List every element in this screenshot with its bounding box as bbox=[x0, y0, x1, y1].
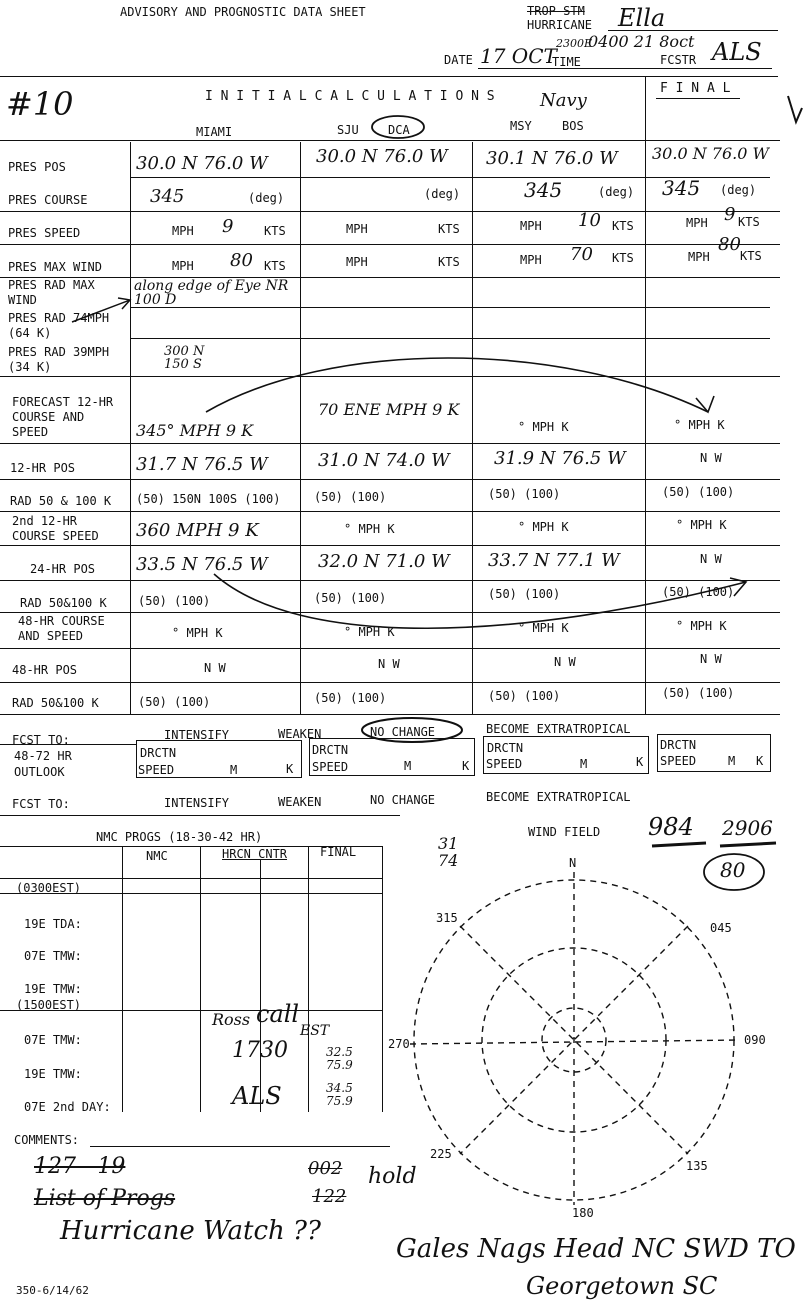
row-label-rad-50-100: RAD 50 & 100 K bbox=[10, 494, 112, 508]
comment-line-5: Georgetown SC bbox=[526, 1272, 718, 1300]
fcstr-value: ALS bbox=[712, 38, 762, 66]
nmc-row-07e-tmw: 07E TMW: bbox=[24, 949, 82, 963]
row-label-24hr-pos: 24-HR POS bbox=[30, 562, 96, 576]
extratropical-option-2: BECOME EXTRATROPICAL bbox=[486, 790, 631, 804]
row-label-pres-speed: PRES SPEED bbox=[8, 226, 81, 240]
sju-wind-kts: KTS bbox=[438, 255, 460, 269]
outlook-k-2: K bbox=[462, 759, 470, 773]
rad-arrow-icon bbox=[72, 298, 130, 322]
form-number: 350-6/14/62 bbox=[16, 1284, 89, 1297]
outlook-speed-2: SPEED bbox=[312, 760, 349, 774]
nmc-note-als: ALS bbox=[232, 1082, 282, 1110]
row-label-pres-max-wind: PRES MAX WIND bbox=[8, 260, 102, 274]
miami-12hr-course: 345° MPH 9 K bbox=[136, 421, 254, 440]
msy-wind-mph: MPH bbox=[520, 253, 542, 267]
msy-12hr-course: ° MPH K bbox=[518, 420, 569, 434]
nmc-row-0300: (0300EST) bbox=[16, 881, 82, 895]
final-12hr-course: ° MPH K bbox=[674, 418, 725, 432]
outlook-m-3: M bbox=[580, 757, 588, 771]
sju-rad-24: (50) (100) bbox=[314, 591, 387, 605]
outlook-label: 48-72 HR OUTLOOK bbox=[14, 749, 72, 779]
final-max-wind: 80 bbox=[718, 234, 741, 255]
center-dca: DCA bbox=[388, 123, 410, 137]
sju-pres-course-unit: (deg) bbox=[424, 187, 461, 201]
nmc-row-07e-tmw-2: 07E TMW: bbox=[24, 1033, 82, 1047]
wind-pressure: 984 bbox=[648, 813, 694, 841]
no-change-option-1: NO CHANGE bbox=[370, 725, 436, 739]
sju-speed-mph: MPH bbox=[346, 222, 368, 236]
comment-line-4: Gales Nags Head NC SWD TO bbox=[396, 1234, 796, 1264]
wind-dir-045: 045 bbox=[710, 921, 732, 935]
comment-line-2b: 122 bbox=[312, 1186, 347, 1207]
intensify-option-1: INTENSIFY bbox=[164, 728, 230, 742]
check-mark-icon bbox=[788, 96, 802, 122]
final-pres-course: 345 bbox=[662, 176, 701, 200]
arrow-head-icon bbox=[696, 396, 714, 412]
miami-wind-kts: KTS bbox=[264, 259, 286, 273]
final-rad-48: (50) (100) bbox=[662, 686, 735, 700]
nmc-note-time: 1730 bbox=[232, 1038, 288, 1063]
wind-time: 2906 bbox=[722, 816, 773, 840]
outlook-speed-1: SPEED bbox=[138, 763, 175, 777]
final-48hr-course: ° MPH K bbox=[676, 619, 727, 633]
arrow-head-icon-2 bbox=[730, 578, 746, 596]
wind-speed-circle bbox=[704, 854, 764, 890]
wind-dir-270: 270 bbox=[388, 1037, 410, 1051]
row-label-rad-24: RAD 50&100 K bbox=[20, 596, 107, 610]
miami-rad-48: (50) (100) bbox=[138, 695, 211, 709]
nmc-note-call: call bbox=[256, 1000, 300, 1028]
wind-north-label: N bbox=[569, 856, 577, 870]
comment-hold: hold bbox=[368, 1164, 417, 1189]
msy-speed-kts: KTS bbox=[612, 219, 634, 233]
fcstr-label: FCSTR bbox=[660, 53, 697, 67]
nmc-note-pos1: 32.5 75.9 bbox=[326, 1045, 353, 1072]
weaken-option-1: WEAKEN bbox=[278, 727, 322, 741]
final-24hr-pos: N W bbox=[700, 552, 722, 566]
final-wind-mph: MPH bbox=[688, 250, 710, 264]
final-2nd-12hr: ° MPH K bbox=[676, 518, 727, 532]
storm-name: Ella bbox=[618, 4, 666, 32]
final-12hr-pos: N W bbox=[700, 451, 722, 465]
fcst-to-label-2: FCST TO: bbox=[12, 797, 70, 811]
msy-pres-course-unit: (deg) bbox=[598, 185, 635, 199]
row-label-pres-rad-39: PRES RAD 39MPH (34 K) bbox=[8, 345, 110, 374]
nmc-title: NMC PROGS (18-30-42 HR) bbox=[96, 830, 263, 844]
final-heading: F I N A L bbox=[660, 81, 731, 96]
center-bos: BOS bbox=[562, 119, 584, 133]
msy-pres-speed: 10 bbox=[578, 210, 601, 231]
date-value: 17 OCT bbox=[480, 44, 557, 68]
miami-48hr-course: ° MPH K bbox=[172, 626, 223, 640]
outlook-m-1: M bbox=[230, 763, 238, 777]
row-label-pres-rad-max: PRES RAD MAX WIND bbox=[8, 278, 95, 307]
miami-wind-mph: MPH bbox=[172, 259, 194, 273]
outlook-m-4: M bbox=[728, 754, 736, 768]
nmc-note-ross: Ross bbox=[212, 1010, 251, 1029]
pressure-underline bbox=[652, 843, 706, 846]
miami-pres-speed: 9 bbox=[222, 216, 234, 237]
nmc-note-pos2: 34.5 75.9 bbox=[326, 1081, 353, 1108]
sju-12hr-course: 70 ENE MPH 9 K bbox=[318, 400, 460, 419]
outlook-k-1: K bbox=[286, 762, 294, 776]
advisory-number: #10 bbox=[6, 85, 74, 123]
row-label-2nd-12hr: 2nd 12-HR COURSE SPEED bbox=[12, 514, 99, 543]
nmc-row-19e-tmw-2: 19E TMW: bbox=[24, 1067, 82, 1081]
navy-note: Navy bbox=[540, 90, 587, 111]
miami-pres-course: 345 bbox=[150, 186, 185, 207]
msy-max-wind: 70 bbox=[570, 244, 593, 265]
nmc-row-19e-tda: 19E TDA: bbox=[24, 917, 82, 931]
sju-48hr-pos: N W bbox=[378, 657, 400, 671]
time-underline bbox=[720, 843, 776, 846]
storm-type: HURRICANE bbox=[527, 18, 593, 32]
nmc-note-latlon: 31 74 bbox=[438, 834, 459, 870]
initial-calc-heading: I N I T I A L C A L C U L A T I O N S bbox=[205, 89, 495, 104]
wind-dir-090: 090 bbox=[744, 1033, 766, 1047]
nmc-col-hrcn: HRCN CNTR bbox=[222, 847, 288, 861]
nmc-row-1500: (1500EST) bbox=[16, 998, 82, 1012]
nmc-row-19e-tmw: 19E TMW: bbox=[24, 982, 82, 996]
comment-line-2: List of Progs bbox=[34, 1186, 176, 1211]
sju-rad-48: (50) (100) bbox=[314, 691, 387, 705]
msy-pres-pos: 30.1 N 76.0 W bbox=[486, 148, 618, 169]
storm-type-struck: TROP STM bbox=[527, 4, 585, 18]
dca-circle bbox=[372, 116, 424, 138]
miami-speed-mph: MPH bbox=[172, 224, 194, 238]
final-pres-course-unit: (deg) bbox=[720, 183, 757, 197]
outlook-speed-3: SPEED bbox=[486, 757, 523, 771]
sju-pres-pos: 30.0 N 76.0 W bbox=[316, 146, 448, 167]
miami-rad-24: (50) (100) bbox=[138, 594, 211, 608]
intensify-option-2: INTENSIFY bbox=[164, 796, 230, 810]
msy-24hr-pos: 33.7 N 77.1 W bbox=[488, 550, 620, 571]
time-label: TIME bbox=[552, 55, 581, 69]
no-change-circle bbox=[362, 718, 462, 742]
outlook-k-3: K bbox=[636, 755, 644, 769]
miami-2nd-12hr: 360 MPH 9 K bbox=[136, 520, 259, 541]
msy-12hr-pos: 31.9 N 76.5 W bbox=[494, 448, 626, 469]
forecast-arrow-24hr bbox=[214, 574, 746, 628]
outlook-drctn-2: DRCTN bbox=[312, 743, 349, 757]
wind-axis-ew bbox=[410, 1040, 740, 1044]
miami-rad-39: 300 N 150 S bbox=[164, 344, 205, 372]
wind-dir-225: 225 bbox=[430, 1147, 452, 1161]
no-change-option-2: NO CHANGE bbox=[370, 793, 436, 807]
row-label-48hr-course: 48-HR COURSE AND SPEED bbox=[18, 614, 105, 643]
sju-12hr-pos: 31.0 N 74.0 W bbox=[318, 450, 450, 471]
final-pres-pos: 30.0 N 76.0 W bbox=[652, 144, 769, 163]
final-rad-12: (50) (100) bbox=[662, 485, 735, 499]
center-sju: SJU bbox=[337, 123, 359, 137]
time-value: 0400 21 8oct bbox=[588, 32, 695, 51]
sju-speed-kts: KTS bbox=[438, 222, 460, 236]
comment-line-1: 127 - 19 bbox=[34, 1154, 126, 1179]
wind-dir-315: 315 bbox=[436, 911, 458, 925]
nmc-row-07e-2nd-day: 07E 2nd DAY: bbox=[24, 1100, 111, 1114]
miami-max-wind: 80 bbox=[230, 250, 253, 271]
nmc-col-final: FINAL bbox=[320, 845, 357, 859]
comment-line-3: Hurricane Watch ?? bbox=[60, 1216, 321, 1246]
final-rad-24: (50) (100) bbox=[662, 585, 735, 599]
time-value-top: 2300E bbox=[556, 37, 593, 50]
sju-rad-12: (50) (100) bbox=[314, 490, 387, 504]
final-pres-speed: 9 bbox=[724, 204, 736, 225]
row-label-pres-pos: PRES POS bbox=[8, 160, 66, 174]
wind-field-title: WIND FIELD bbox=[528, 825, 601, 839]
miami-24hr-pos: 33.5 N 76.5 W bbox=[136, 554, 268, 575]
miami-pres-pos: 30.0 N 76.0 W bbox=[136, 153, 268, 174]
extratropical-option-1: BECOME EXTRATROPICAL bbox=[486, 722, 631, 736]
msy-2nd-12hr: ° MPH K bbox=[518, 520, 569, 534]
outlook-k-4: K bbox=[756, 754, 764, 768]
sheet-title: ADVISORY AND PROGNOSTIC DATA SHEET bbox=[120, 5, 366, 19]
final-48hr-pos: N W bbox=[700, 652, 722, 666]
msy-pres-course: 345 bbox=[524, 178, 563, 202]
weaken-option-2: WEAKEN bbox=[278, 795, 322, 809]
row-label-12hr-pos: 12-HR POS bbox=[10, 461, 76, 475]
row-label-48hr-pos: 48-HR POS bbox=[12, 663, 78, 677]
sju-48hr-course: ° MPH K bbox=[344, 625, 395, 639]
outlook-m-2: M bbox=[404, 759, 412, 773]
sju-wind-mph: MPH bbox=[346, 255, 368, 269]
fcst-to-label-1: FCST TO: bbox=[12, 733, 70, 747]
wind-field-rose bbox=[410, 872, 740, 1205]
nmc-col-nmc: NMC bbox=[146, 849, 168, 863]
miami-rad-12: (50) 150N 100S (100) bbox=[136, 492, 281, 506]
wind-speed: 80 bbox=[720, 858, 746, 882]
center-miami: MIAMI bbox=[196, 125, 233, 139]
comments-label: COMMENTS: bbox=[14, 1133, 80, 1147]
miami-12hr-pos: 31.7 N 76.5 W bbox=[136, 454, 268, 475]
comment-line-1b: 002 bbox=[308, 1158, 343, 1179]
msy-48hr-pos: N W bbox=[554, 655, 576, 669]
msy-rad-24: (50) (100) bbox=[488, 587, 561, 601]
outlook-drctn-4: DRCTN bbox=[660, 738, 697, 752]
msy-speed-mph: MPH bbox=[520, 219, 542, 233]
msy-rad-12: (50) (100) bbox=[488, 487, 561, 501]
outlook-drctn-3: DRCTN bbox=[487, 741, 524, 755]
forecast-arrow-12hr bbox=[206, 358, 708, 412]
miami-rad-max: along edge of Eye NR 100 D bbox=[134, 278, 289, 308]
nmc-note-est: EST bbox=[300, 1023, 330, 1039]
outlook-speed-4: SPEED bbox=[660, 754, 697, 768]
msy-48hr-course: ° MPH K bbox=[518, 621, 569, 635]
wind-dir-180: 180 bbox=[572, 1206, 594, 1220]
outlook-drctn-1: DRCTN bbox=[140, 746, 177, 760]
miami-pres-course-unit: (deg) bbox=[248, 191, 285, 205]
msy-rad-48: (50) (100) bbox=[488, 689, 561, 703]
final-wind-kts: KTS bbox=[740, 249, 762, 263]
final-speed-mph: MPH bbox=[686, 216, 708, 230]
date-label: DATE bbox=[444, 53, 473, 67]
final-speed-kts: KTS bbox=[738, 215, 760, 229]
row-label-rad-48: RAD 50&100 K bbox=[12, 696, 99, 710]
center-msy: MSY bbox=[510, 119, 532, 133]
miami-speed-kts: KTS bbox=[264, 224, 286, 238]
row-label-pres-course: PRES COURSE bbox=[8, 193, 88, 207]
sju-24hr-pos: 32.0 N 71.0 W bbox=[318, 551, 450, 572]
wind-dir-135: 135 bbox=[686, 1159, 708, 1173]
row-label-forecast-12hr: FORECAST 12-HR COURSE AND SPEED bbox=[12, 395, 114, 439]
sju-2nd-12hr: ° MPH K bbox=[344, 522, 395, 536]
msy-wind-kts: KTS bbox=[612, 251, 634, 265]
miami-48hr-pos: N W bbox=[204, 661, 226, 675]
row-label-pres-rad-74: PRES RAD 74MPH (64 K) bbox=[8, 311, 110, 340]
